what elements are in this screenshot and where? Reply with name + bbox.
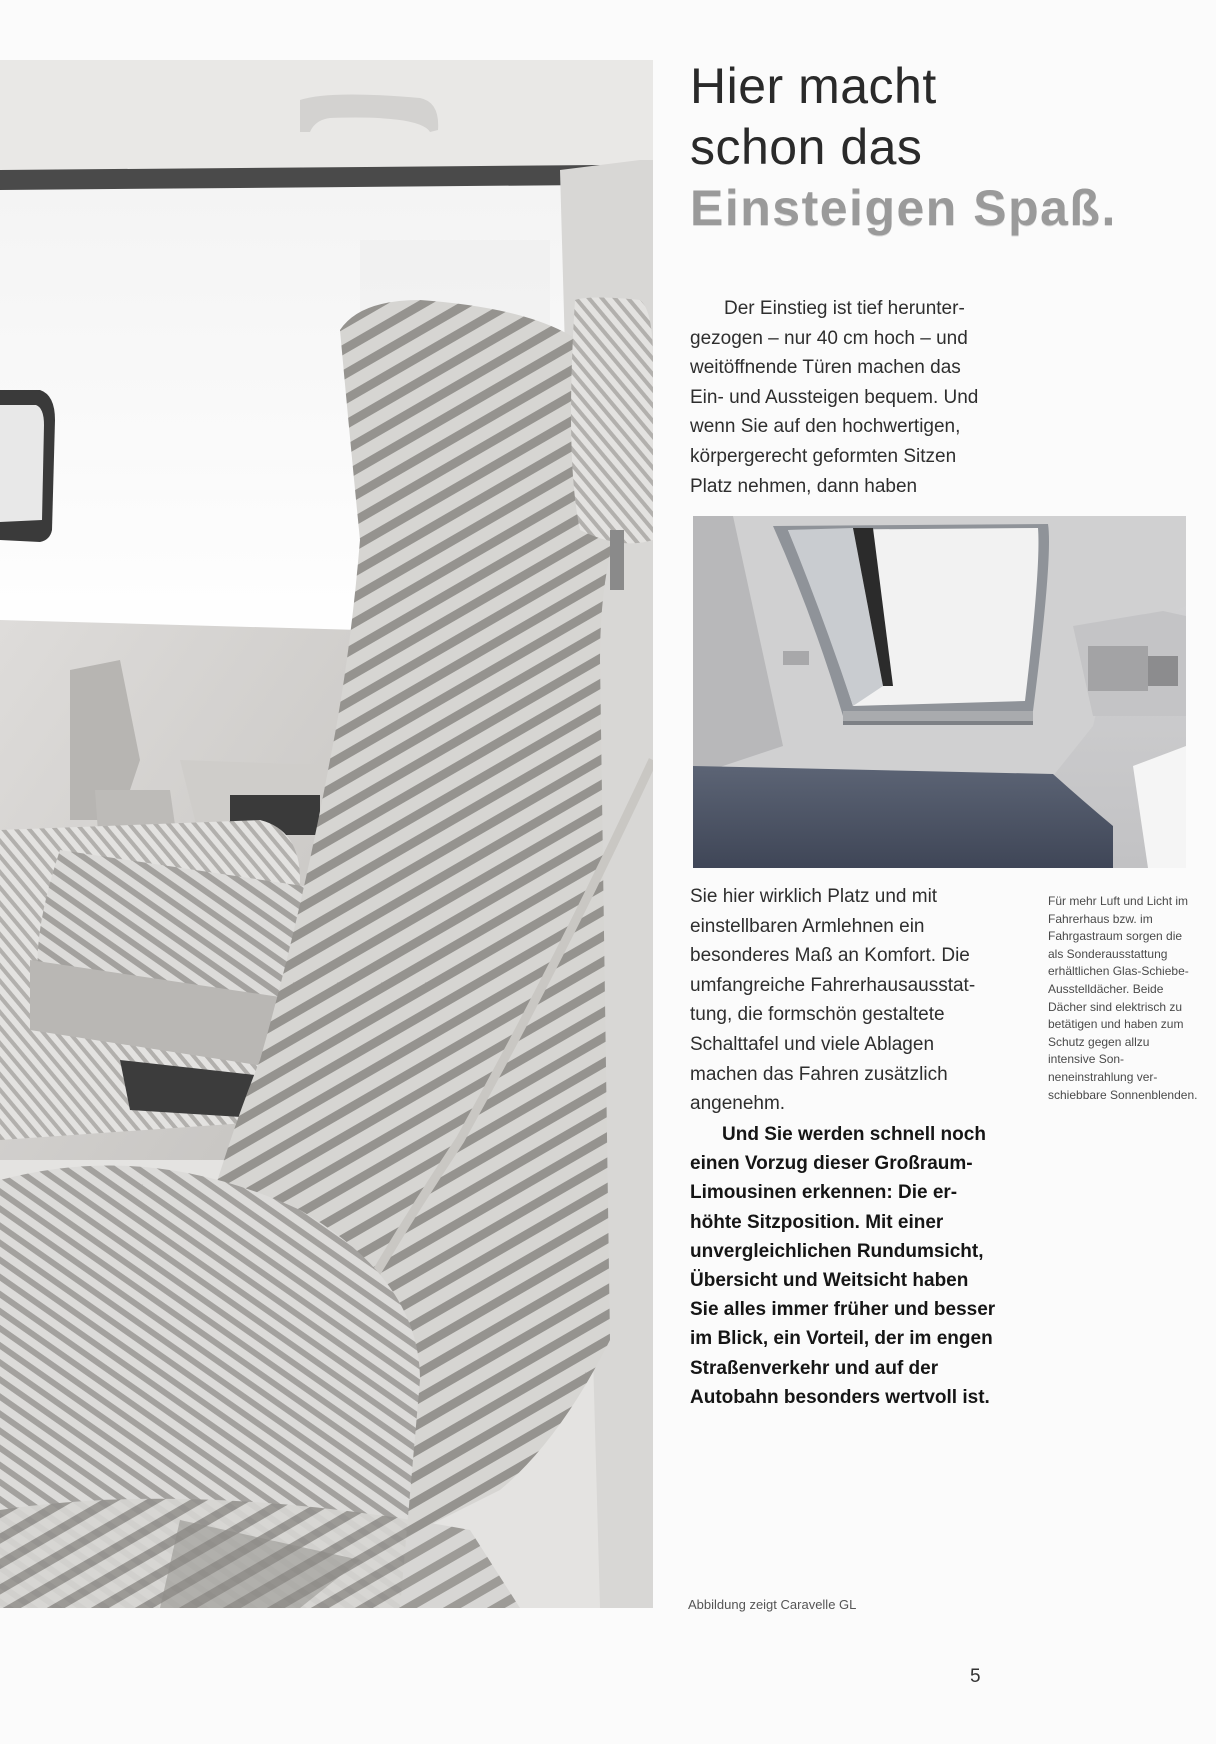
headline-line-2: schon das [690,119,923,175]
cabin-interior-photo [0,60,653,1608]
continued-paragraph: Sie hier wirklich Platz und mit einstellbaren Armlehnen ein besonderes Maß an Komfort. Die umfangreiche Fahrerhausausstattung, die formschön gestaltete Schalttafel und viele Ablagen machen das Fahren zusätzlich angenehm. [690,886,976,1115]
sunroof-caption: Für mehr Luft und Licht im Fahrerhaus bzw. im Fahrgastraum sorgen die als Sonderausstattung erhältlichen Glas-Schiebe-Ausstelldächer. Beide Dächer sind elektrisch zu betätigen und haben zum Schutz gegen allzu intensive Sonneneinstrahlung verschiebbare Sonnenblenden. [1048,894,1198,1102]
image-note: Abbildung zeigt Caravelle GL [688,1597,857,1612]
highlight-paragraph: Und Sie werden schnell noch einen Vorzug dieser Großraum-Limousinen erkennen: Die erhöhte Sitzposition. Mit einer unvergleichlichen Rundumsicht, Übersicht und Weitsicht haben Sie alles immer früher und besser im Blick, ein Vorteil, der im engen Straßenverkehr und auf der Autobahn besonders wertvoll ist. [690,1124,996,1408]
page-number: 5 [970,1666,981,1687]
headline-line-1: Hier macht [690,58,937,114]
sunroof-photo [693,516,1186,868]
headline [690,56,1190,239]
cabin-interior-illustration [0,60,653,1608]
sunroof-illustration [693,516,1186,868]
intro-paragraph: Der Einstieg ist tief heruntergezogen – nur 40 cm hoch – und weitöffnende Türen machen das Ein- und Aussteigen bequem. Und wenn Sie auf den hochwertigen, körpergerecht geformten Sitzen Platz nehmen, dann haben [690,298,979,497]
headline-line-3: Einsteigen Spaß. [690,180,1117,236]
